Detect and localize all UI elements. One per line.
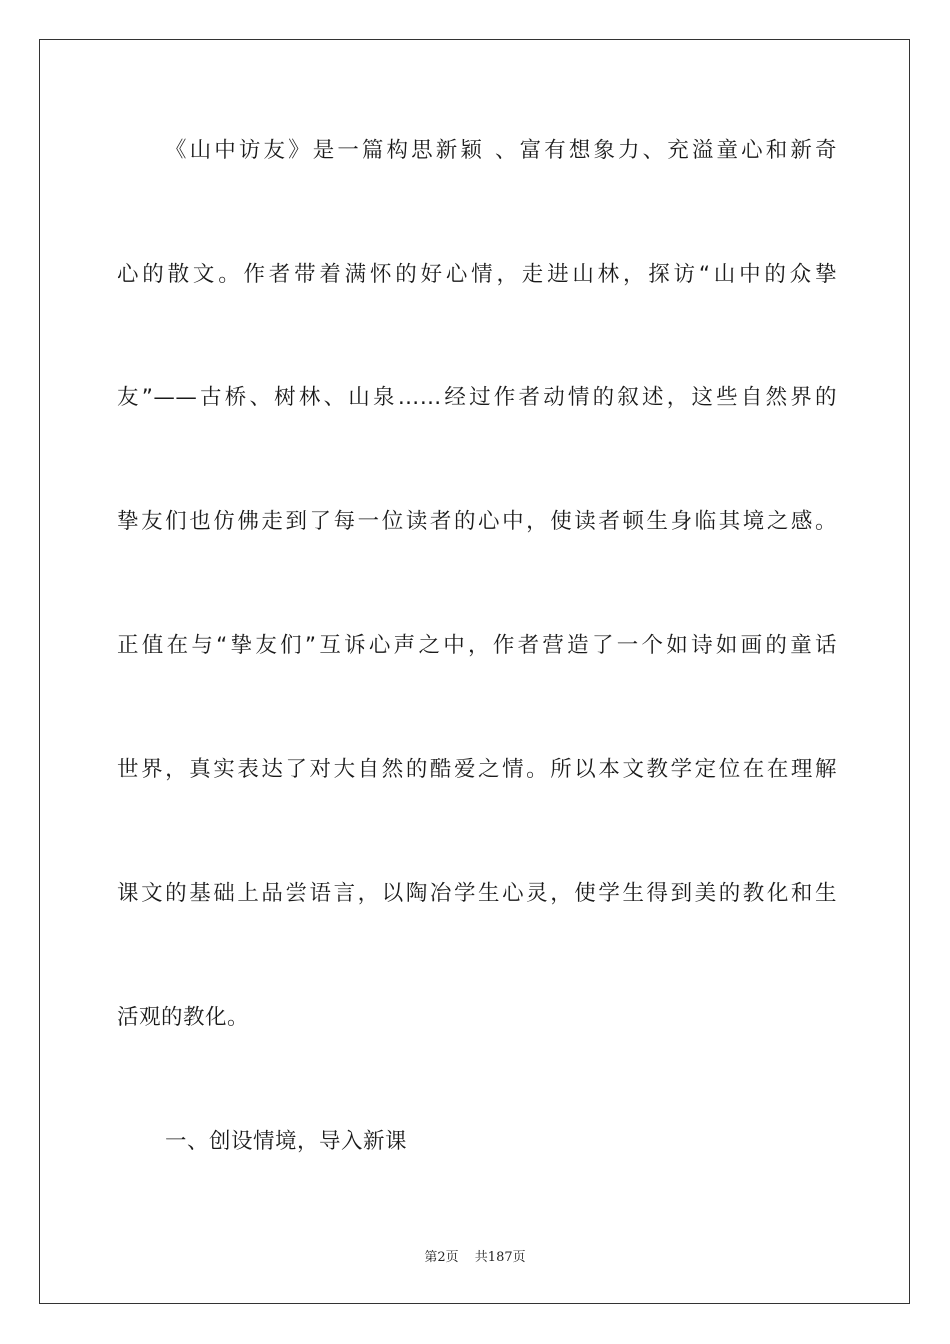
- paragraph-line-7: 课文的基础上品尝语言，以陶冶学生心灵，使学生得到美的教化和生: [117, 881, 837, 906]
- paragraph-line-3: 友”——古桥、树林、山泉……经过作者动情的叙述，这些自然界的: [117, 385, 837, 410]
- page-footer: [0, 1246, 950, 1265]
- paragraph-line-6: 世界，真实表达了对大自然的酷爱之情。所以本文教学定位在在理解: [117, 757, 837, 782]
- paragraph-line-2: 心的散文。作者带着满怀的好心情，走进山林，探访“山中的众挚: [117, 262, 837, 287]
- paragraph-line-4: 挚友们也仿佛走到了每一位读者的心中，使读者顿生身临其境之感。: [117, 509, 837, 534]
- section-heading: 一、创设情境，导入新课: [165, 1129, 408, 1154]
- paragraph-line-1: 《山中访友》是一篇构思新颖 、富有想象力、充溢童心和新奇: [165, 138, 837, 163]
- total-pages: 共187页: [474, 1250, 526, 1265]
- paragraph-line-8: 活观的教化。: [117, 1005, 250, 1030]
- paragraph-line-5: 正值在与“挚友们”互诉心声之中，作者营造了一个如诗如画的童话: [117, 633, 837, 658]
- page-number: 第2页: [424, 1250, 459, 1265]
- page-border: [39, 39, 910, 1304]
